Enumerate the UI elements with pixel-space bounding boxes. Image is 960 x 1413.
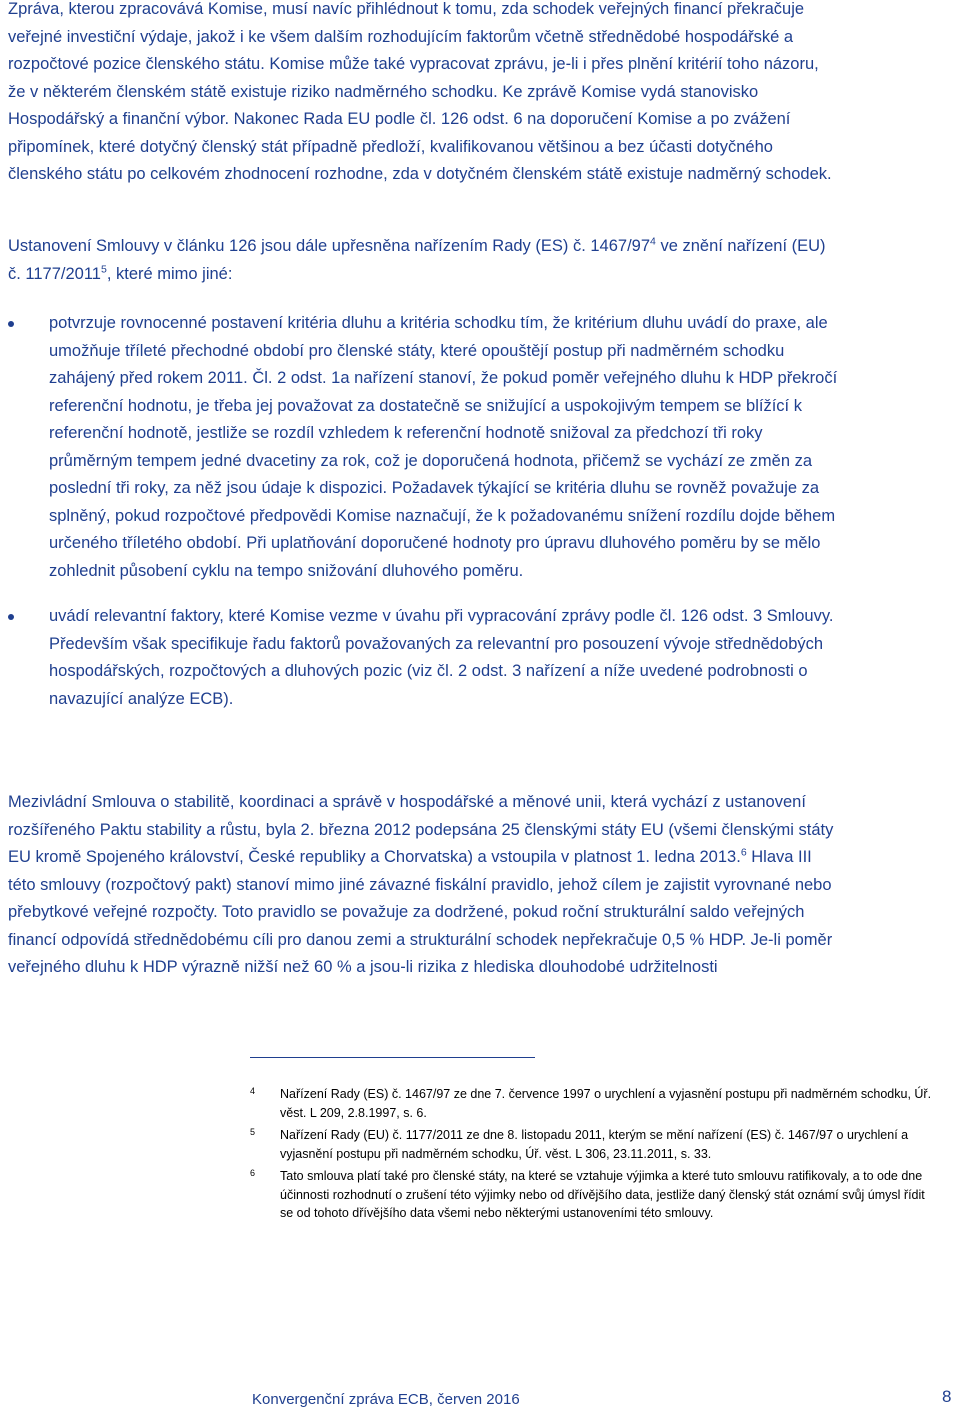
footnote-number: 5	[250, 1127, 256, 1137]
footnote-ref-5[interactable]: 5	[100, 263, 107, 275]
paragraph-fiscal-compact	[8, 789, 838, 982]
footnote	[250, 1126, 940, 1163]
footnote-ref-6[interactable]: 6	[740, 846, 747, 859]
footnotes	[250, 1085, 940, 1227]
paragraph-regulation	[8, 233, 838, 288]
footnote	[250, 1085, 940, 1122]
paragraph-regulation-text-1: Ustanovení Smlouvy v článku 126 jsou dále upřesněna nařízením Rady (ES) č. 1467/97	[8, 237, 651, 255]
footnote-number: 4	[250, 1086, 256, 1096]
list-item	[0, 310, 840, 585]
list-item-text: potvrzuje rovnocenné postavení kritéria dluhu a kritéria schodku tím, že kritérium dluhu uvádí do praxe, ale umožňuje tříleté přechodné období pro členské státy, které opouštějí postup při nadměrném schodku zahájený před rokem 2011. Čl. 2 odst. 1a nařízení stanoví, že pokud poměr veřejného dluhu k HDP překročí referenční hodnotu, je třeba jej považovat za dostatečně se snižující a uspokojivým tempem se blížící k referenční hodnotě, jestliže se rozdíl vzhledem k referenční hodnotě snižoval za předchozí tři roky průměrným tempem jedné dvacetiny za rok, což je doporučená hodnota, přičemž se vychází ze změn za poslední tři roky, za něž jsou údaje k dispozici. Požadavek týkající se kritéria dluhu se rovněž považuje za splněný, pokud rozpočtové předpovědi Komise naznačují, že k požadovanému snížení rozdílu dojde během určeného tříletého období. Při uplatňování doporučené hodnoty pro úpravu dluhového poměru by se mělo zohlednit působení cyklu na tempo snižování dluhového poměru.	[49, 314, 838, 580]
footnote-number: 6	[250, 1168, 256, 1178]
paragraph-regulation-text-2: ve znění nařízení (EU) č. 1177/2011	[8, 237, 826, 283]
page-footer-title: Konvergenční zpráva ECB, červen 2016	[252, 1391, 520, 1408]
paragraph-regulation-text-3: , které mimo jiné:	[106, 264, 233, 283]
footnote-text: Nařízení Rady (EU) č. 1177/2011 ze dne 8. listopadu 2011, kterým se mění nařízení (ES) č. 1467/97 o urychlení a vyjasnění postupu při nadměrném schodku, Úř. věst. L 306, 23.11.2011, s. 33.	[280, 1128, 909, 1161]
paragraph-fiscal-compact-text-2: Hlava III této smlouvy (rozpočtový pakt) stanoví mimo jiné závazné fiskální pravidlo, jehož cílem je zajistit vyrovnané nebo přebytkové veřejné rozpočty. Toto pravidlo se považuje za dodržené, pokud roční strukturální saldo veřejných financí odpovídá střednědobému cíli pro danou zemi a strukturální schodek nepřekračuje 0,5 % HDP. Je-li poměr veřejného dluhu k HDP výrazně nižší než 60 % a jsou-li rizika z hlediska dlouhodobé udržitelnosti	[8, 848, 833, 976]
paragraph-fiscal-compact-text-1: Mezivládní Smlouva o stabilitě, koordinaci a správě v hospodářské a měnové unii, která vychází z ustanovení rozšířeného Paktu stability a růstu, byla 2. března 2012 podepsána 25 členskými státy EU (všemi členskými státy EU kromě Spojeného království, České republiky a Chorvatska) a vstoupila v platnost 1. ledna 2013.	[8, 793, 834, 866]
page-number: 8	[942, 1387, 952, 1406]
bullet-dot-icon	[8, 614, 14, 620]
paragraph-intro: Zpráva, kterou zpracovává Komise, musí navíc přihlédnout k tomu, zda schodek veřejných financí překračuje veřejné investiční výdaje, jakož i ke všem dalším rozhodujícím faktorům včetně střednědobé hospodářské a rozpočtové pozice členského státu. Komise může také vypracovat zprávu, je-li i přes plnění kritérií toho názoru, že v některém členském státě existuje riziko nadměrného schodku. Ke zprávě Komise vydá stanovisko Hospodářský a finanční výbor. Nakonec Rada EU podle čl. 126 odst. 6 na doporučení Komise a po zvážení připomínek, které dotyčný členský stát případně předloží, kvalifikovanou většinou a bez účasti dotyčného členského státu po celkovém zhodnocení rozhodne, zda v dotyčném členském státě existuje nadměrný schodek.	[8, 0, 832, 183]
footnote-text: Nařízení Rady (ES) č. 1467/97 ze dne 7. července 1997 o urychlení a vyjasnění postupu při nadměrném schodku, Úř. věst. L 209, 2.8.1997, s. 6.	[280, 1087, 932, 1120]
footnote-ref-4[interactable]: 4	[650, 235, 656, 248]
footnote	[250, 1167, 940, 1223]
bullet-list	[0, 310, 840, 731]
footnote-text: Tato smlouva platí také pro členské státy, na které se vztahuje výjimka a které tuto smlouvu ratifikovaly, a to ode dne účinnosti rozhodnutí o zrušení této výjimky nebo od dřívějšího data, jestliže daný členský stát oznámí svůj úmysl řídit se od tohoto dřívějšího data všemi nebo některými ustanoveními této smlouvy.	[280, 1169, 925, 1220]
footnote-separator	[250, 1057, 535, 1058]
bullet-dot-icon	[8, 321, 14, 327]
list-item-text: uvádí relevantní faktory, které Komise vezme v úvahu při vypracování zprávy podle čl. 126 odst. 3 Smlouvy. Především však specifikuje řadu faktorů považovaných za relevantní pro posouzení vývoje střednědobých hospodářských, rozpočtových a dluhových pozic (viz čl. 2 odst. 3 nařízení a níže uvedené podrobnosti o navazující analýze ECB).	[49, 607, 834, 708]
list-item	[0, 603, 840, 713]
